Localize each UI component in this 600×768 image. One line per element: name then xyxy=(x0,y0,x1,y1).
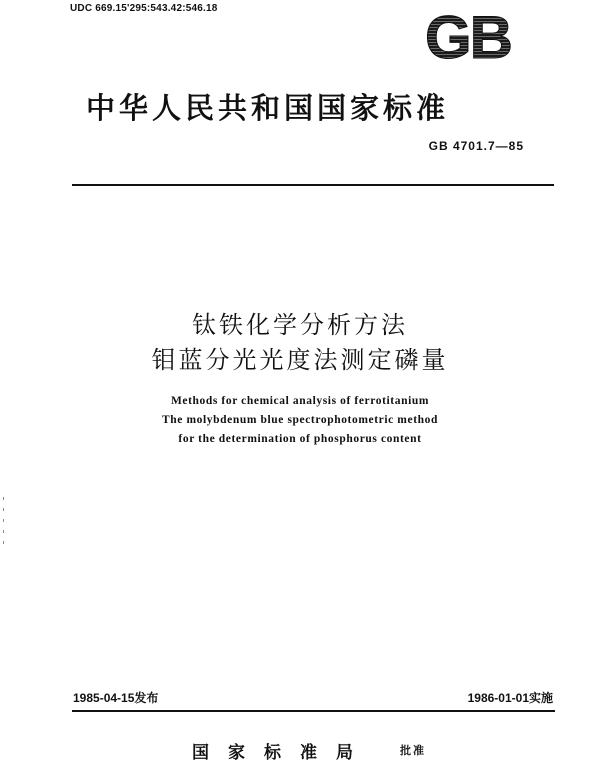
title-en-line1: Methods for chemical analysis of ferrotitanium xyxy=(170,395,430,407)
top-rule xyxy=(72,184,554,186)
binding-margin-mark xyxy=(3,541,4,544)
binding-margin-mark xyxy=(3,497,4,500)
title-en-line2: The molybdenum blue spectrophotometric method xyxy=(162,414,438,426)
standard-number: GB 4701.7—85 xyxy=(428,139,524,153)
issuing-authority: 国家标准局 xyxy=(192,743,372,763)
title-zh-line1: 钛铁化学分析方法 xyxy=(192,311,408,339)
binding-margin-mark xyxy=(3,519,4,522)
approved-label: 批准 xyxy=(400,744,426,757)
implementation-date: 1986-01-01实施 xyxy=(467,691,553,705)
title-zh-line2: 钼蓝分光光度法测定磷量 xyxy=(151,346,449,374)
gb-logo xyxy=(412,8,524,64)
binding-margin-mark xyxy=(3,508,4,511)
svg-text:GB: GB xyxy=(425,8,511,64)
title-en-line3: for the determination of phosphorus content xyxy=(178,433,422,445)
udc-code: UDC 669.15'295:543.42:546.18 xyxy=(70,3,218,14)
issue-date: 1985-04-15发布 xyxy=(73,691,159,705)
standard-title: 中华人民共和国国家标准 xyxy=(86,91,450,125)
binding-margin-mark xyxy=(3,530,4,533)
bottom-rule xyxy=(72,710,555,712)
